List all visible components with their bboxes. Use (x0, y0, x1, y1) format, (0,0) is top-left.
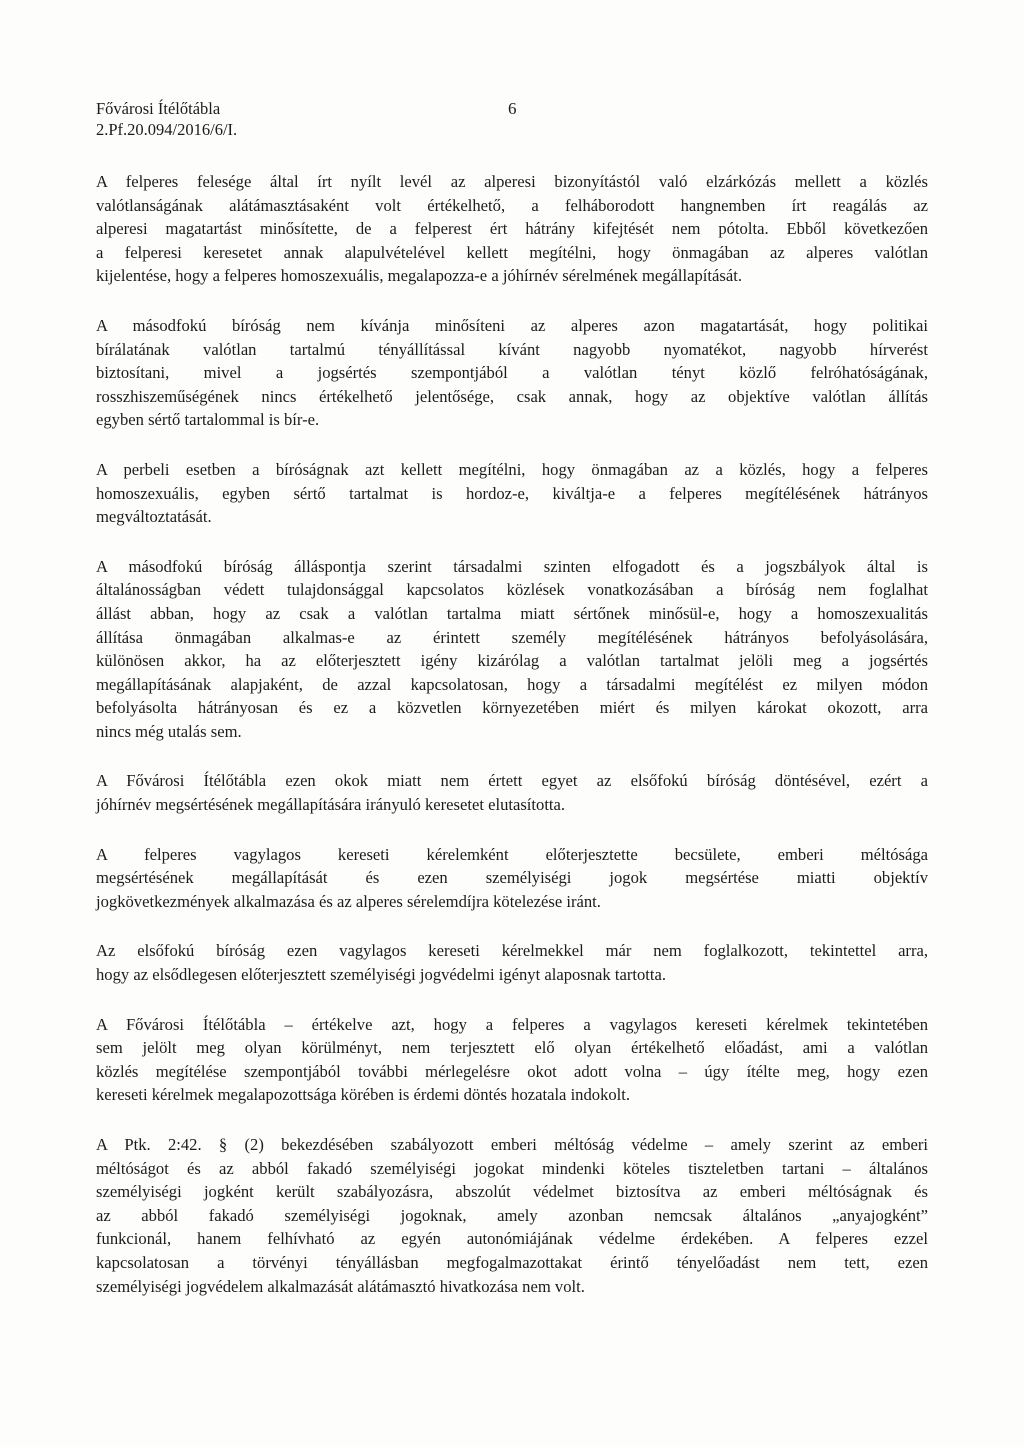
document-header (96, 98, 237, 140)
text-line: állítása önmagában alkalmas-e az érintett személy megítélésének hátrányos befolyásolására, (96, 627, 928, 647)
text-line: A másodfokú bíróság nem kívánja minősíteni az alperes azon magatartását, hogy politikai (96, 315, 928, 335)
text-line: A felperes felesége által írt nyílt levél az alperesi bizonyítástól való elzárkózás mellett a közlés (96, 172, 928, 191)
text-line: méltóságot és az abból fakadó személyiségi jogokat mindenki köteles tiszteletben tartani – általános (96, 1158, 928, 1178)
text-line: bírálatának valótlan tartalmú tényállítással kívánt nagyobb nyomatékot, nagyobb hírverést (96, 339, 928, 359)
text-line: jogkövetkezmények alkalmazása és az alperes sérelemdíjra kötelezése iránt. (96, 891, 601, 911)
page-number: 6 (508, 99, 517, 118)
text-line: biztosítani, mivel a jogsértés szempontjából a valótlan tényt közlő felróhatóságának, (96, 363, 928, 383)
text-line: a felperesi keresetet annak alapulvételével kellett megítélni, hogy önmagában az alperes valótlan (96, 242, 928, 262)
text-line: rosszhiszeműségének nincs értékelhető jelentősége, csak annak, hogy az objektíve valótlan állítás (96, 386, 928, 406)
text-line: A Ptk. 2:42. § (2) bekezdésében szabályozott emberi méltóság védelme – amely szerint az emberi (96, 1135, 928, 1154)
text-line: általánosságban védett tulajdonsággal kapcsolatos közlések vonatkozásában a bíróság nem foglalhat (96, 580, 928, 600)
paragraph (96, 1133, 928, 1298)
paragraph (96, 769, 928, 816)
text-line: alperesi magatartást minősítette, de a felperest ért hátrány kifejtését nem pótolta. Ebből következően (96, 219, 928, 239)
text-line: állást abban, hogy az csak a valótlan tartalma miatt sértőnek minősül-e, hogy a homoszexualitás (96, 603, 928, 623)
text-line: A felperes vagylagos kereseti kérelemként előterjesztette becsülete, emberi méltósága (96, 844, 928, 864)
paragraph (96, 458, 928, 529)
document-body (96, 170, 928, 1324)
paragraph (96, 314, 928, 432)
text-line: homoszexuális, egyben sértő tartalmat is hordoz-e, kiváltja-e a felperes megítélésének hátrányos (96, 483, 928, 503)
text-line: személyiségi jogként került szabályozásra, abszolút védelmet biztosítva az emberi méltóságnak és (96, 1182, 928, 1202)
text-line: megsértésének megállapítását és ezen személyiségi jogok megsértése miatti objektív (96, 868, 928, 888)
text-line: funkcionál, hanem felhívható az egyén autonómiájának védelme érdekében. A felperes ezzel (96, 1229, 928, 1249)
case-number: 2.Pf.20.094/2016/6/I. (96, 120, 238, 139)
paragraph (96, 939, 928, 986)
text-line: kijelentése, hogy a felperes homoszexuális, megalapozza-e a jóhírnév sérelmének megállapítását. (96, 266, 742, 286)
paragraph (96, 843, 928, 914)
text-line: különösen akkor, ha az előterjesztett igény kizárólag a valótlan tartalmat jelöli meg a jogsértés (96, 651, 928, 671)
text-line: Az elsőfokú bíróság ezen vagylagos kereseti kérelmekkel már nem foglalkozott, tekintettel arra, (96, 941, 928, 961)
court-name: Fővárosi Ítélőtábla (96, 99, 221, 118)
text-line: megváltoztatását. (96, 507, 212, 527)
text-line: közlés megítélése szempontjából további mérlegelésre okot adott volna – úgy ítélte meg, hogy ezen (96, 1061, 928, 1081)
text-line: személyiségi jogvédelem alkalmazását alátámasztó hivatkozása nem volt. (96, 1276, 585, 1296)
paragraph (96, 1013, 928, 1107)
text-line: A Fővárosi Ítélőtábla – értékelve azt, hogy a felperes a vagylagos kereseti kérelmek tekintetében (96, 1014, 928, 1034)
text-line: A másodfokú bíróság álláspontja szerint társadalmi szinten elfogadott és a jogszbályok által is (96, 556, 928, 576)
text-line: jóhírnév megsértésének megállapítására irányuló keresetet elutasította. (96, 795, 566, 815)
text-line: egyben sértő tartalommal is bír-e. (96, 410, 320, 430)
text-line: befolyásolta hátrányosan és ez a közvetlen környezetében miért és milyen károkat okozott, arra (96, 698, 928, 718)
text-line: sem jelölt meg olyan körülményt, nem terjesztett elő olyan értékelhető előadást, ami a valótlan (96, 1038, 928, 1058)
text-line: A perbeli esetben a bíróságnak azt kellett megítélni, hogy önmagában az a közlés, hogy a felperes (96, 459, 928, 479)
text-line: hogy az elsődlegesen előterjesztett személyiségi jogvédelmi igényt alaposnak tartotta. (96, 965, 666, 985)
text-line: valótlanságának alátámasztásaként volt értékelhető, a felháborodott hangnemben írt reagálás az (96, 195, 928, 215)
text-line: A Fővárosi Ítélőtábla ezen okok miatt nem értett egyet az elsőfokú bíróság döntésével, ezért a (96, 771, 928, 791)
text-line: az abból fakadó személyiségi jogoknak, amely azonban nemcsak általános „anyajogként” (96, 1205, 928, 1225)
text-line: kereseti kérelmek megalapozottsága körében is érdemi döntés hozatala indokolt. (96, 1085, 631, 1105)
paragraph (96, 555, 928, 744)
text-line: kapcsolatosan a törvényi tényállásban megfogalmazottakat érintő tényelőadást nem tett, ezen (96, 1252, 928, 1272)
text-line: nincs még utalás sem. (96, 721, 242, 741)
paragraph (96, 170, 928, 288)
text-line: megállapításának alapjaként, de azzal kapcsolatosan, hogy a társadalmi megítélést ez milyen módon (96, 674, 928, 694)
